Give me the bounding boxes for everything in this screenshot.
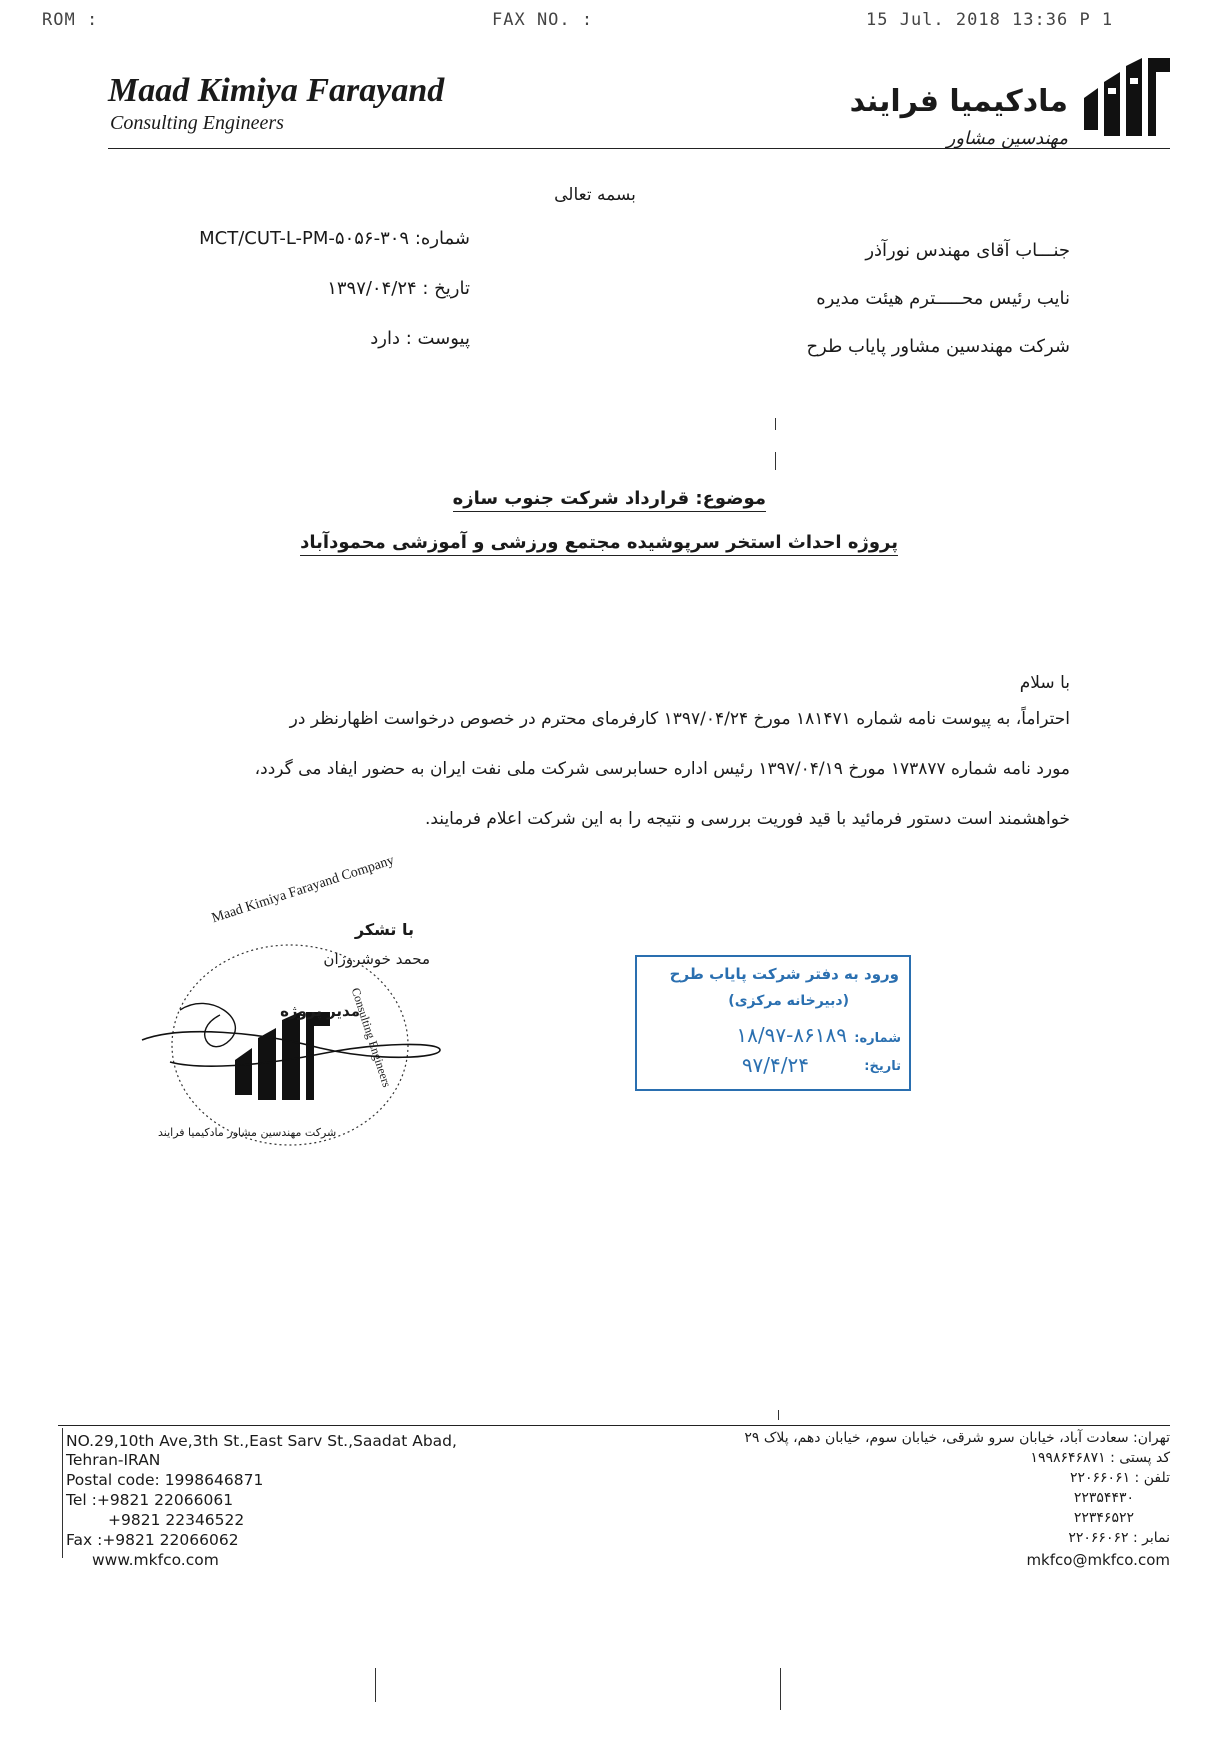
seal-text-fa: شرکت مهندسین مشاور مادکیمیا فرایند [158,1126,337,1139]
header-divider [108,148,1170,149]
company-name-en: Maad Kimiya Farayand [108,72,445,109]
letter-date: تاریخ : ۱۳۹۷/۰۴/۲۴ [327,278,470,299]
recipient-title: نایب رئیس محـــــترم هیئت مدیره [816,288,1070,309]
footer-address-fa: تهران: سعادت آباد، خیابان سرو شرقی، خیابان سوم، خیابان دهم، پلاک ۲۹ [744,1430,1170,1446]
body-line-3: خواهشمند است دستور فرمائید با قید فوریت بررسی و نتیجه را به این شرکت اعلام فرمایند. [424,809,1070,829]
company-subtitle-en: Consulting Engineers [110,112,284,134]
footer-address-line-2: Tehran-IRAN [66,1451,161,1469]
subject-line-2: پروژه احداث استخر سرپوشیده مجتمع ورزشی و آموزشی محمودآباد [300,532,898,553]
recipient-company: شرکت مهندسین مشاور پایاب طرح [806,336,1070,357]
opening-invocation: بسمه تعالی [554,185,636,205]
body-line-1: احتراماً، به پیوست نامه شماره ۱۸۱۴۷۱ مورخ ۱۳۹۷/۰۴/۲۴ کارفرمای محترم در خصوص درخواست اظهارنظر در [289,709,1070,729]
footer-tel-1-fa: تلفن : ۲۲۰۶۶۰۶۱ [1069,1470,1170,1486]
stamp-number-label: شماره: [854,1031,901,1046]
fax-from: ROM : [42,10,99,30]
seal-text-en-side: Consulting Engineers [348,986,395,1089]
company-name-fa: مادکیمیا فرایند [849,84,1068,119]
stamp-number-value: ۱۸/۹۷-۸۶۱۸۹ [736,1023,847,1047]
letter-number: شماره: ۳۰۹-MCT/CUT-L-PM-۵۰۵۶ [199,228,470,249]
footer-tel-1: Tel :+9821 22066061 [66,1491,234,1509]
received-stamp [635,955,911,1091]
company-subtitle-fa: مهندسین مشاور [946,128,1068,149]
recipient-name: جنـــاب آقای مهندس نورآذر [865,240,1070,261]
footer-tel-3-fa: ۲۲۳۴۶۵۲۲ [1073,1510,1134,1526]
body-line-2: مورد نامه شماره ۱۷۳۸۷۷ مورخ ۱۳۹۷/۰۴/۱۹ رئیس اداره حسابرسی شرکت ملی نفت ایران به حضور ایفاد می گردد، [254,759,1070,779]
signature-block [140,853,470,1150]
footer-divider [58,1425,1170,1426]
greeting: با سلام [1019,673,1070,693]
stamp-title: ورود به دفتر شرکت پایاب طرح [669,965,899,983]
fax-number: FAX NO. : [492,10,594,30]
fold-mark [775,418,776,430]
stamp-date-label: تاریخ: [864,1059,901,1074]
fax-datetime: 15 Jul. 2018 13:36 P 1 [866,10,1114,30]
scan-mark [375,1668,376,1702]
fold-mark [775,452,776,470]
stamp-date-value: ۹۷/۴/۲۴ [741,1053,809,1077]
footer-address-line-1: NO.29,10th Ave,3th St.,East Sarv St.,Saadat Abad, [66,1432,457,1450]
footer-website: www.mkfco.com [92,1551,219,1569]
footer-email: mkfco@mkfco.com [1026,1551,1170,1569]
stamp-subtitle: (دبیرخانه مرکزی) [728,993,849,1009]
letter-attachment: پیوست : دارد [370,328,470,349]
signer-name: محمد خوشروزان [323,950,430,968]
closing-thanks: با تشکر [354,920,414,939]
scan-mark [780,1668,781,1710]
footer-postal-code: Postal code: 1998646871 [66,1471,264,1489]
subject-line-1: موضوع: قرارداد شرکت جنوب سازه [453,488,766,509]
signer-role: مدیر پروژه [280,1002,360,1020]
footer-margin-line [62,1428,63,1558]
company-logo-icon [1076,52,1176,142]
footer-postal-fa: کد پستی : ۱۹۹۸۶۴۶۸۷۱ [1030,1450,1170,1466]
footer-tel-2-fa: ۲۲۳۵۴۴۳۰ [1073,1490,1134,1506]
footer-fax: Fax :+9821 22066062 [66,1531,239,1549]
fold-mark [778,1410,779,1420]
footer-fax-fa: نمابر : ۲۲۰۶۶۰۶۲ [1068,1530,1170,1546]
seal-text-en: Maad Kimiya Farayand Company [210,853,397,927]
footer-tel-2: +9821 22346522 [108,1511,245,1529]
